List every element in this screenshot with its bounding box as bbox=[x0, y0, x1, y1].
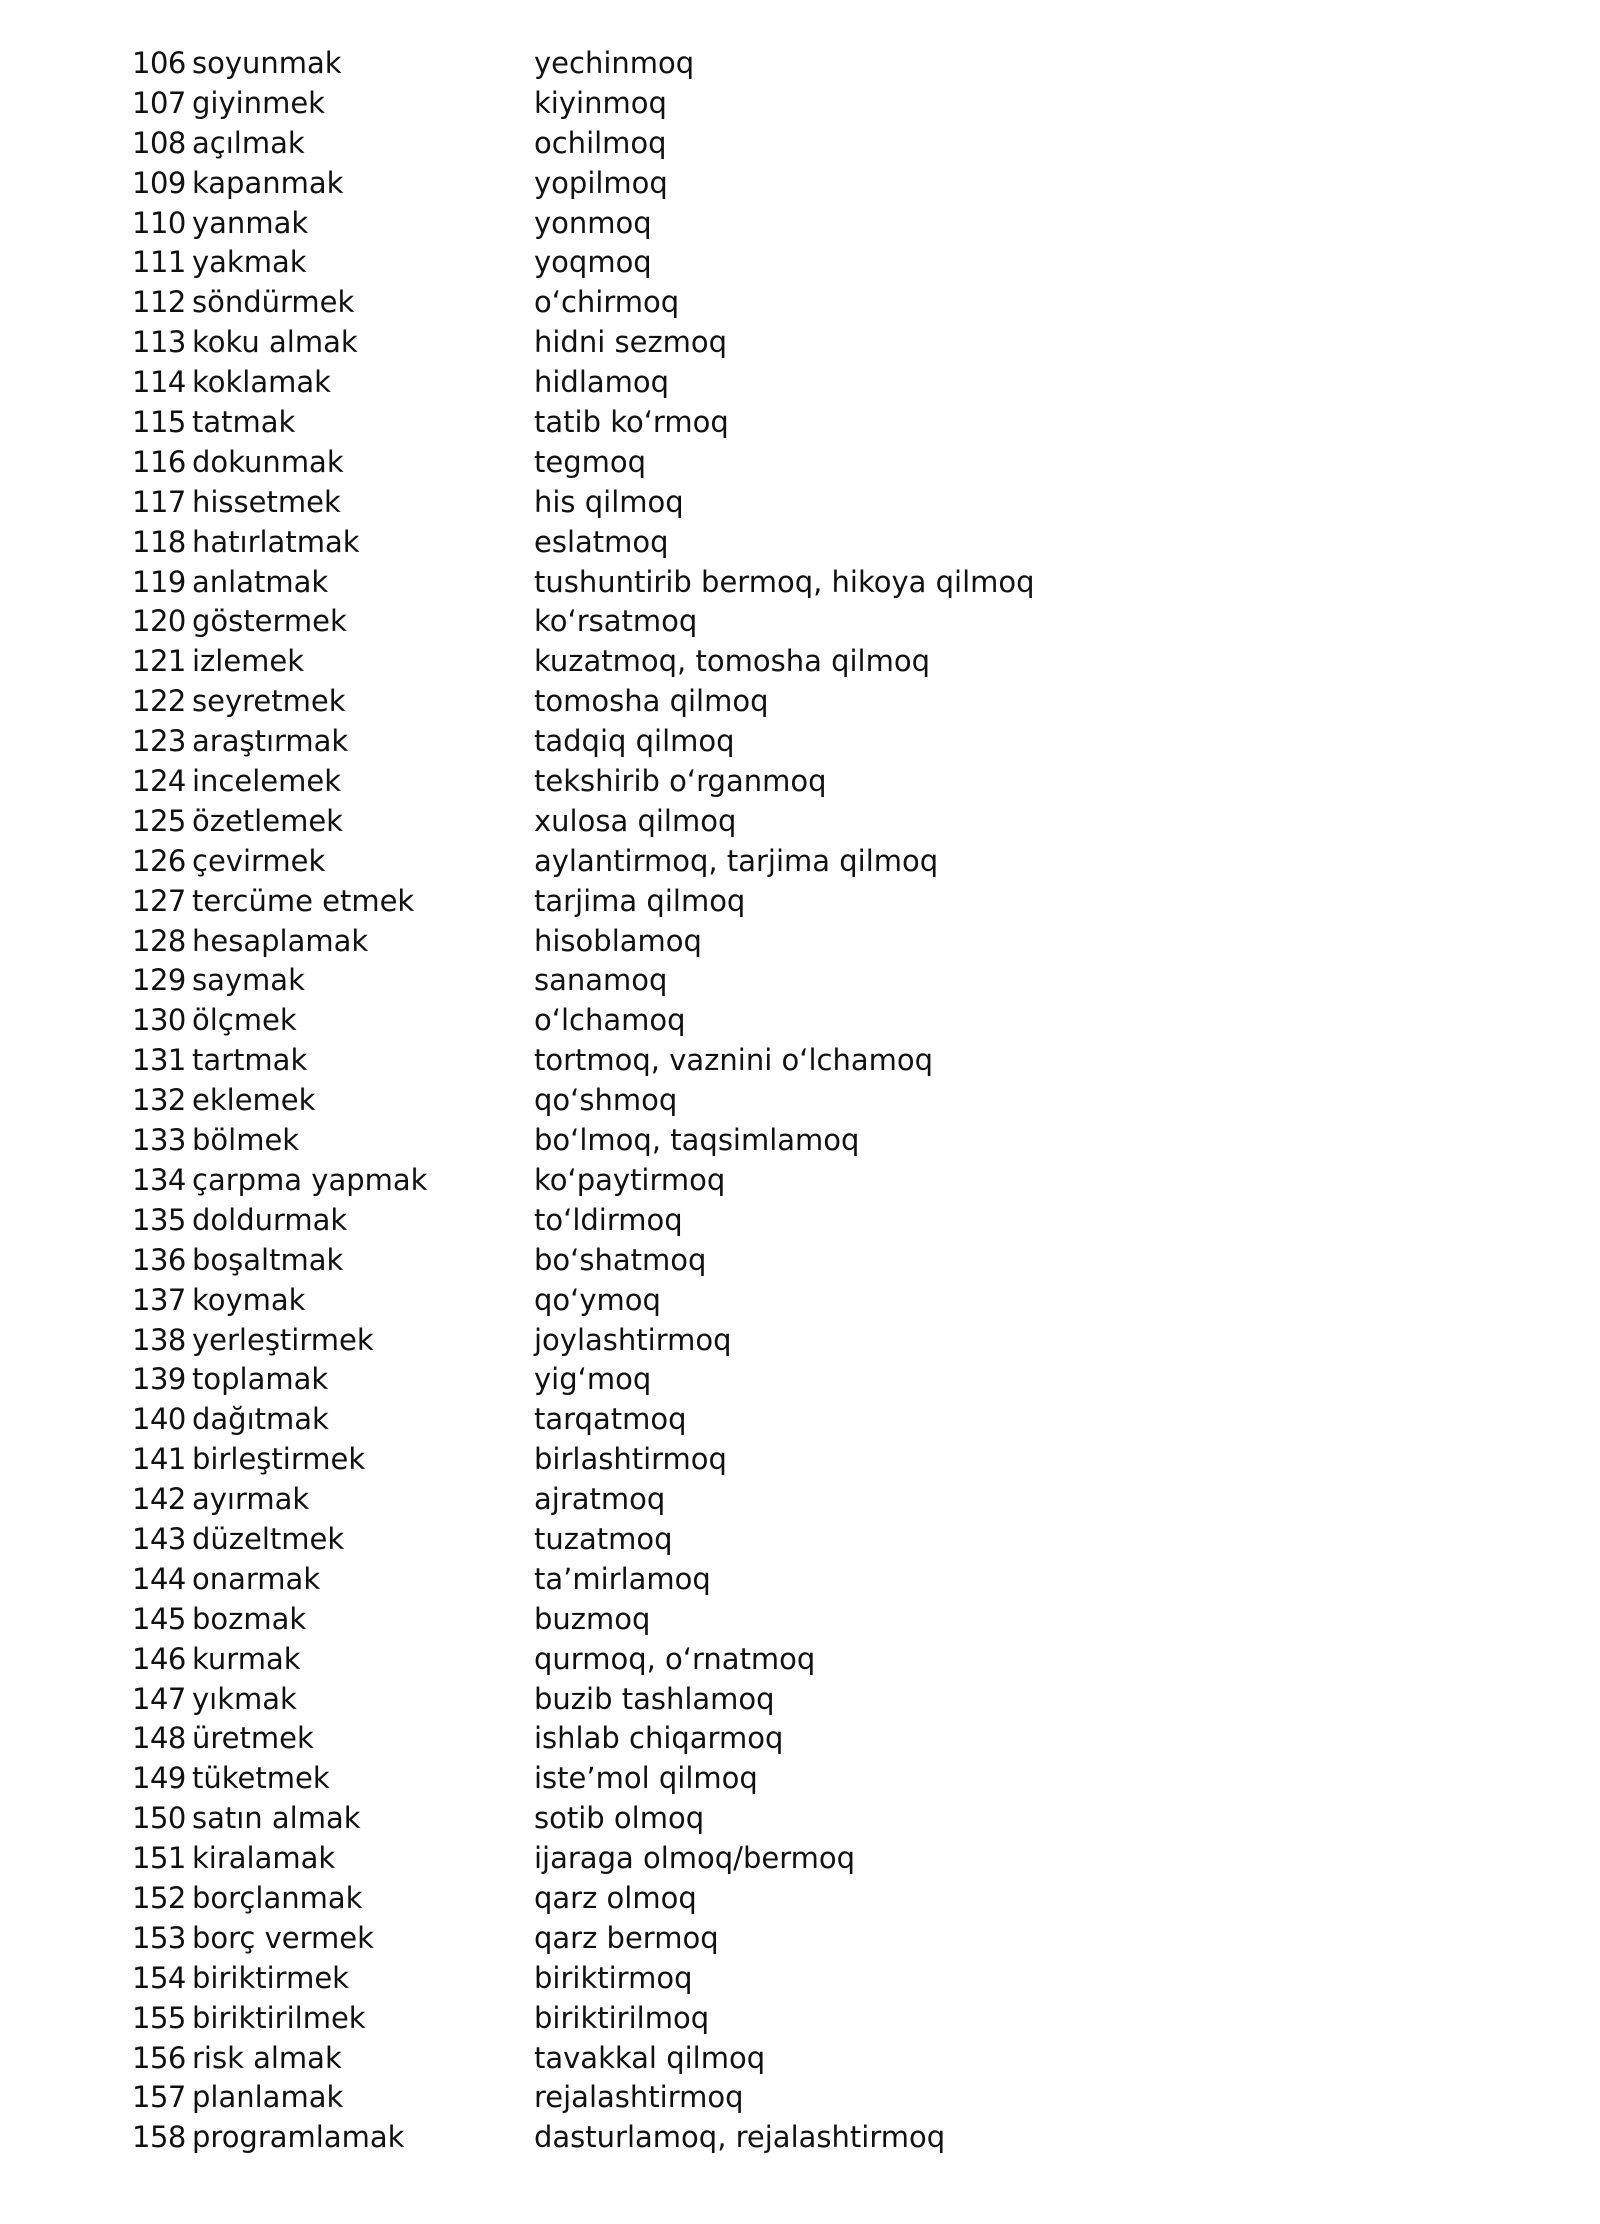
entry-number: 116 bbox=[132, 444, 186, 479]
entry-number: 108 bbox=[132, 125, 186, 160]
uzbek-translation: sanamoq bbox=[534, 963, 668, 998]
turkish-word: araştırmak bbox=[192, 724, 349, 759]
uzbek-translation: tarqatmoq bbox=[534, 1402, 687, 1437]
entry-number: 156 bbox=[132, 2040, 186, 2075]
entry-number: 155 bbox=[132, 2000, 186, 2035]
entry-number: 118 bbox=[132, 524, 186, 559]
turkish-word: izlemek bbox=[192, 644, 305, 679]
list-item bbox=[132, 1839, 1512, 1879]
uzbek-translation: tuzatmoq bbox=[534, 1521, 673, 1556]
entry-number: 154 bbox=[132, 1960, 186, 1995]
uzbek-translation: to‘ldirmoq bbox=[534, 1202, 683, 1237]
entry-number: 106 bbox=[132, 46, 186, 80]
turkish-word: kiralamak bbox=[192, 1841, 336, 1876]
entry-number: 140 bbox=[132, 1402, 186, 1437]
uzbek-translation: ta’mirlamoq bbox=[534, 1561, 711, 1596]
list-item bbox=[132, 1719, 1512, 1759]
entry-number: 110 bbox=[132, 205, 186, 240]
uzbek-translation: qo‘ymoq bbox=[534, 1282, 661, 1317]
uzbek-translation: qurmoq, o‘rnatmoq bbox=[534, 1641, 816, 1676]
entry-number: 132 bbox=[132, 1083, 186, 1118]
turkish-word: bozmak bbox=[192, 1601, 307, 1636]
uzbek-translation: tegmoq bbox=[534, 444, 647, 479]
list-item bbox=[132, 1999, 1512, 2039]
turkish-word: yanmak bbox=[192, 205, 309, 240]
turkish-word: özetlemek bbox=[192, 803, 343, 838]
turkish-word: satın almak bbox=[192, 1801, 361, 1836]
uzbek-translation: biriktirilmoq bbox=[534, 2000, 710, 2035]
uzbek-translation: sotib olmoq bbox=[534, 1801, 705, 1836]
uzbek-translation: tarjima qilmoq bbox=[534, 883, 746, 918]
entry-number: 113 bbox=[132, 325, 186, 360]
list-item bbox=[132, 1440, 1512, 1480]
list-item bbox=[132, 1400, 1512, 1440]
list-item bbox=[132, 483, 1512, 523]
entry-number: 143 bbox=[132, 1521, 186, 1556]
list-item bbox=[132, 722, 1512, 762]
list-item bbox=[132, 1041, 1512, 1081]
turkish-word: dokunmak bbox=[192, 444, 344, 479]
entry-number: 128 bbox=[132, 923, 186, 958]
uzbek-translation: buzmoq bbox=[534, 1601, 651, 1636]
turkish-word: koku almak bbox=[192, 325, 358, 360]
uzbek-translation: ishlab chiqarmoq bbox=[534, 1721, 784, 1756]
list-item bbox=[132, 1321, 1512, 1361]
list-item bbox=[132, 403, 1512, 443]
turkish-word: programlamak bbox=[192, 2120, 405, 2155]
entry-number: 142 bbox=[132, 1482, 186, 1517]
uzbek-translation: joylashtirmoq bbox=[534, 1322, 732, 1357]
list-item bbox=[132, 44, 1512, 84]
entry-number: 144 bbox=[132, 1561, 186, 1596]
list-item bbox=[132, 1161, 1512, 1201]
turkish-word: hissetmek bbox=[192, 484, 341, 519]
list-item bbox=[132, 1640, 1512, 1680]
entry-number: 124 bbox=[132, 764, 186, 799]
uzbek-translation: yig‘moq bbox=[534, 1362, 652, 1397]
list-item bbox=[132, 642, 1512, 682]
list-item bbox=[132, 1959, 1512, 1999]
entry-number: 137 bbox=[132, 1282, 186, 1317]
entry-number: 120 bbox=[132, 604, 186, 639]
uzbek-translation: biriktirmoq bbox=[534, 1960, 693, 1995]
entry-number: 109 bbox=[132, 165, 186, 200]
turkish-word: biriktirmek bbox=[192, 1960, 349, 1995]
list-item bbox=[132, 1919, 1512, 1959]
entry-number: 126 bbox=[132, 843, 186, 878]
list-item bbox=[132, 1799, 1512, 1839]
list-item bbox=[132, 802, 1512, 842]
turkish-word: seyretmek bbox=[192, 684, 346, 719]
entry-number: 111 bbox=[132, 245, 186, 280]
uzbek-translation: yopilmoq bbox=[534, 165, 668, 200]
list-item bbox=[132, 443, 1512, 483]
turkish-word: incelemek bbox=[192, 764, 342, 799]
list-item bbox=[132, 283, 1512, 323]
uzbek-translation: yechinmoq bbox=[534, 46, 695, 80]
list-item bbox=[132, 1360, 1512, 1400]
list-item bbox=[132, 164, 1512, 204]
uzbek-translation: ko‘paytirmoq bbox=[534, 1162, 726, 1197]
turkish-word: tatmak bbox=[192, 405, 296, 440]
entry-number: 158 bbox=[132, 2120, 186, 2155]
turkish-word: göstermek bbox=[192, 604, 347, 639]
turkish-word: hesaplamak bbox=[192, 923, 369, 958]
uzbek-translation: yonmoq bbox=[534, 205, 652, 240]
entry-number: 150 bbox=[132, 1801, 186, 1836]
turkish-word: biriktirilmek bbox=[192, 2000, 366, 2035]
turkish-word: toplamak bbox=[192, 1362, 329, 1397]
list-item bbox=[132, 204, 1512, 244]
entry-number: 121 bbox=[132, 644, 186, 679]
uzbek-translation: hidni sezmoq bbox=[534, 325, 728, 360]
uzbek-translation: tavakkal qilmoq bbox=[534, 2040, 766, 2075]
turkish-word: söndürmek bbox=[192, 285, 355, 320]
uzbek-translation: ajratmoq bbox=[534, 1482, 666, 1517]
uzbek-translation: iste’mol qilmoq bbox=[534, 1761, 758, 1796]
entry-number: 151 bbox=[132, 1841, 186, 1876]
uzbek-translation: qo‘shmoq bbox=[534, 1083, 678, 1118]
turkish-word: birleştirmek bbox=[192, 1442, 366, 1477]
turkish-word: risk almak bbox=[192, 2040, 342, 2075]
entry-number: 153 bbox=[132, 1920, 186, 1955]
list-item bbox=[132, 84, 1512, 124]
list-item bbox=[132, 124, 1512, 164]
turkish-word: kurmak bbox=[192, 1641, 301, 1676]
list-item bbox=[132, 1201, 1512, 1241]
turkish-word: dağıtmak bbox=[192, 1402, 329, 1437]
list-item bbox=[132, 1081, 1512, 1121]
turkish-word: borçlanmak bbox=[192, 1880, 363, 1915]
list-item bbox=[132, 2078, 1512, 2118]
uzbek-translation: rejalashtirmoq bbox=[534, 2080, 744, 2115]
entry-number: 149 bbox=[132, 1761, 186, 1796]
turkish-word: doldurmak bbox=[192, 1202, 348, 1237]
list-item bbox=[132, 922, 1512, 962]
uzbek-translation: hisoblamoq bbox=[534, 923, 702, 958]
turkish-word: açılmak bbox=[192, 125, 305, 160]
uzbek-translation: ko‘rsatmoq bbox=[534, 604, 698, 639]
list-item bbox=[132, 563, 1512, 603]
uzbek-translation: aylantirmoq, tarjima qilmoq bbox=[534, 843, 939, 878]
entry-number: 123 bbox=[132, 724, 186, 759]
list-item bbox=[132, 762, 1512, 802]
uzbek-translation: ijaraga olmoq/bermoq bbox=[534, 1841, 856, 1876]
list-item bbox=[132, 1560, 1512, 1600]
turkish-word: üretmek bbox=[192, 1721, 314, 1756]
list-item bbox=[132, 682, 1512, 722]
entry-number: 139 bbox=[132, 1362, 186, 1397]
entry-number: 114 bbox=[132, 365, 186, 400]
list-item bbox=[132, 961, 1512, 1001]
uzbek-translation: tadqiq qilmoq bbox=[534, 724, 735, 759]
turkish-word: kapanmak bbox=[192, 165, 344, 200]
entry-number: 145 bbox=[132, 1601, 186, 1636]
entry-number: 134 bbox=[132, 1162, 186, 1197]
entry-number: 130 bbox=[132, 1003, 186, 1038]
entry-number: 141 bbox=[132, 1442, 186, 1477]
turkish-word: yakmak bbox=[192, 245, 307, 280]
turkish-word: giyinmek bbox=[192, 85, 325, 120]
turkish-word: ölçmek bbox=[192, 1003, 297, 1038]
entry-number: 146 bbox=[132, 1641, 186, 1676]
turkish-word: tüketmek bbox=[192, 1761, 330, 1796]
turkish-word: soyunmak bbox=[192, 46, 342, 80]
uzbek-translation: eslatmoq bbox=[534, 524, 669, 559]
uzbek-translation: yoqmoq bbox=[534, 245, 652, 280]
turkish-word: hatırlatmak bbox=[192, 524, 360, 559]
uzbek-translation: tatib ko‘rmoq bbox=[534, 405, 729, 440]
list-item bbox=[132, 1001, 1512, 1041]
entry-number: 138 bbox=[132, 1322, 186, 1357]
turkish-word: ayırmak bbox=[192, 1482, 310, 1517]
list-item bbox=[132, 1759, 1512, 1799]
uzbek-translation: tomosha qilmoq bbox=[534, 684, 769, 719]
uzbek-translation: ochilmoq bbox=[534, 125, 667, 160]
list-item bbox=[132, 1520, 1512, 1560]
uzbek-translation: kuzatmoq, tomosha qilmoq bbox=[534, 644, 930, 679]
turkish-word: boşaltmak bbox=[192, 1242, 344, 1277]
list-item bbox=[132, 363, 1512, 403]
list-item bbox=[132, 842, 1512, 882]
list-item bbox=[132, 1680, 1512, 1720]
turkish-word: düzeltmek bbox=[192, 1521, 345, 1556]
entry-number: 133 bbox=[132, 1123, 186, 1158]
entry-number: 115 bbox=[132, 405, 186, 440]
uzbek-translation: hidlamoq bbox=[534, 365, 670, 400]
entry-number: 148 bbox=[132, 1721, 186, 1756]
turkish-word: onarmak bbox=[192, 1561, 321, 1596]
list-item bbox=[132, 2118, 1512, 2158]
entry-number: 125 bbox=[132, 803, 186, 838]
entry-number: 147 bbox=[132, 1681, 186, 1716]
uzbek-translation: buzib tashlamoq bbox=[534, 1681, 775, 1716]
uzbek-translation: o‘chirmoq bbox=[534, 285, 680, 320]
uzbek-translation: his qilmoq bbox=[534, 484, 684, 519]
turkish-word: anlatmak bbox=[192, 564, 329, 599]
list-item bbox=[132, 243, 1512, 283]
uzbek-translation: tortmoq, vaznini o‘lchamoq bbox=[534, 1043, 934, 1078]
list-item bbox=[132, 523, 1512, 563]
list-item bbox=[132, 602, 1512, 642]
uzbek-translation: bo‘shatmoq bbox=[534, 1242, 707, 1277]
turkish-word: eklemek bbox=[192, 1083, 316, 1118]
entry-number: 127 bbox=[132, 883, 186, 918]
vocabulary-list bbox=[132, 44, 1512, 2158]
turkish-word: yerleştirmek bbox=[192, 1322, 374, 1357]
uzbek-translation: o‘lchamoq bbox=[534, 1003, 686, 1038]
uzbek-translation: xulosa qilmoq bbox=[534, 803, 737, 838]
entry-number: 112 bbox=[132, 285, 186, 320]
turkish-word: tercüme etmek bbox=[192, 883, 415, 918]
list-item bbox=[132, 1600, 1512, 1640]
entry-number: 129 bbox=[132, 963, 186, 998]
entry-number: 136 bbox=[132, 1242, 186, 1277]
turkish-word: bölmek bbox=[192, 1123, 300, 1158]
turkish-word: çarpma yapmak bbox=[192, 1162, 428, 1197]
turkish-word: saymak bbox=[192, 963, 305, 998]
entry-number: 131 bbox=[132, 1043, 186, 1078]
uzbek-translation: qarz olmoq bbox=[534, 1880, 697, 1915]
turkish-word: tartmak bbox=[192, 1043, 308, 1078]
list-item bbox=[132, 1121, 1512, 1161]
list-item bbox=[132, 323, 1512, 363]
entry-number: 152 bbox=[132, 1880, 186, 1915]
turkish-word: borç vermek bbox=[192, 1920, 374, 1955]
list-item bbox=[132, 1241, 1512, 1281]
uzbek-translation: qarz bermoq bbox=[534, 1920, 719, 1955]
list-item bbox=[132, 2039, 1512, 2079]
list-item bbox=[132, 1879, 1512, 1919]
entry-number: 135 bbox=[132, 1202, 186, 1237]
uzbek-translation: kiyinmoq bbox=[534, 85, 667, 120]
uzbek-translation: tekshirib o‘rganmoq bbox=[534, 764, 827, 799]
uzbek-translation: tushuntirib bermoq, hikoya qilmoq bbox=[534, 564, 1035, 599]
uzbek-translation: bo‘lmoq, taqsimlamoq bbox=[534, 1123, 860, 1158]
entry-number: 119 bbox=[132, 564, 186, 599]
entry-number: 122 bbox=[132, 684, 186, 719]
turkish-word: koymak bbox=[192, 1282, 306, 1317]
uzbek-translation: dasturlamoq, rejalashtirmoq bbox=[534, 2120, 946, 2155]
list-item bbox=[132, 1480, 1512, 1520]
entry-number: 107 bbox=[132, 85, 186, 120]
turkish-word: yıkmak bbox=[192, 1681, 297, 1716]
list-item bbox=[132, 1281, 1512, 1321]
turkish-word: planlamak bbox=[192, 2080, 344, 2115]
turkish-word: koklamak bbox=[192, 365, 331, 400]
turkish-word: çevirmek bbox=[192, 843, 326, 878]
uzbek-translation: birlashtirmoq bbox=[534, 1442, 727, 1477]
entry-number: 157 bbox=[132, 2080, 186, 2115]
list-item bbox=[132, 882, 1512, 922]
entry-number: 117 bbox=[132, 484, 186, 519]
